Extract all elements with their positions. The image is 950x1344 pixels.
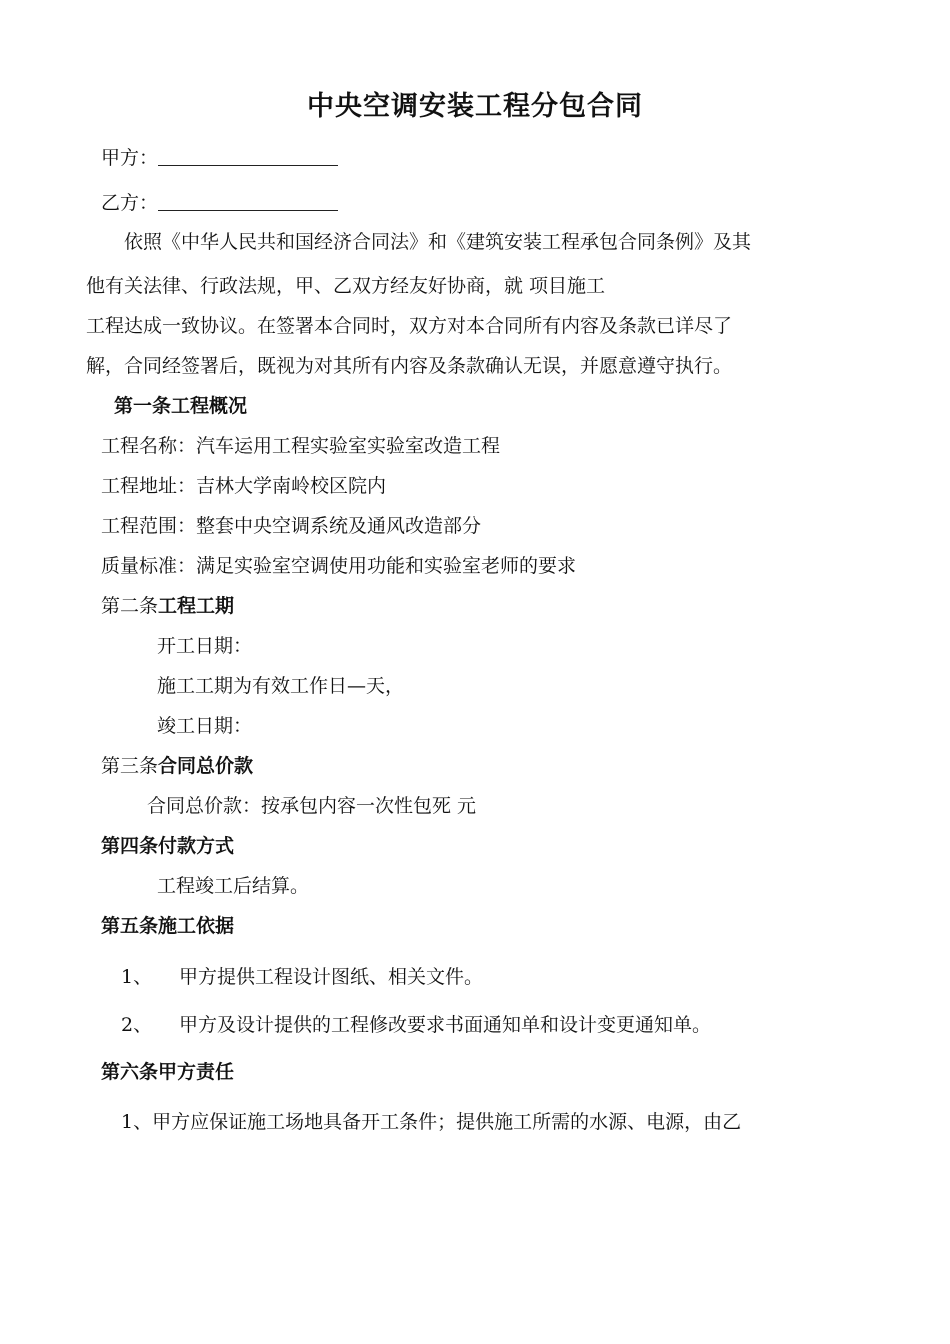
article-5-heading: 第五条施工依据 bbox=[101, 915, 235, 937]
party-a-line bbox=[101, 146, 338, 170]
project-name: 工程名称：汽车运用工程实验室实验室改造工程 bbox=[101, 435, 501, 457]
payment-terms: 工程竣工后结算。 bbox=[157, 875, 310, 897]
party-b-label: 乙方： bbox=[101, 192, 159, 214]
basis-item-1 bbox=[121, 965, 483, 989]
article-2-prefix: 第二条 bbox=[101, 595, 159, 617]
completion-date: 竣工日期： bbox=[157, 715, 253, 737]
project-address: 工程地址：吉林大学南岭校区院内 bbox=[101, 475, 387, 497]
article-3-prefix: 第三条 bbox=[101, 755, 159, 777]
party-a-duty-1: 1、甲方应保证施工场地具备开工条件；提供施工所需的水源、电源，由乙 bbox=[121, 1111, 742, 1133]
basis-item-2 bbox=[121, 1013, 711, 1037]
basis-item-1-number: 1、 bbox=[121, 966, 153, 988]
document-title: 中央空调安装工程分包合同 bbox=[307, 91, 643, 122]
article-3-title: 合同总价款 bbox=[158, 755, 254, 777]
contract-price: 合同总价款：按承包内容一次性包死 元 bbox=[147, 795, 477, 817]
party-a-blank bbox=[158, 147, 338, 166]
intro-line-4: 解，合同经签署后，既视为对其所有内容及条款确认无误，并愿意遵守执行。 bbox=[86, 355, 733, 377]
article-2-title: 工程工期 bbox=[158, 595, 235, 617]
basis-item-2-number: 2、 bbox=[121, 1014, 153, 1036]
start-date: 开工日期： bbox=[157, 635, 253, 657]
article-3-heading bbox=[101, 754, 253, 778]
project-scope: 工程范围：整套中央空调系统及通风改造部分 bbox=[101, 515, 482, 537]
basis-item-2-text: 甲方及设计提供的工程修改要求书面通知单和设计变更通知单。 bbox=[179, 1014, 712, 1036]
intro-line-2: 他有关法律、行政法规，甲、乙双方经友好协商，就 项目施工 bbox=[86, 275, 606, 297]
construction-duration: 施工工期为有效工作日—天， bbox=[157, 675, 405, 697]
party-b-blank bbox=[158, 192, 338, 211]
article-1-heading: 第一条工程概况 bbox=[114, 395, 248, 417]
party-b-line bbox=[101, 191, 338, 215]
party-a-label: 甲方： bbox=[101, 147, 159, 169]
intro-line-1: 依照《中华人民共和国经济合同法》和《建筑安装工程承包合同条例》及其 bbox=[124, 231, 752, 253]
article-2-heading bbox=[101, 594, 234, 618]
article-6-heading: 第六条甲方责任 bbox=[101, 1061, 235, 1083]
quality-standard: 质量标准：满足实验室空调使用功能和实验室老师的要求 bbox=[101, 555, 577, 577]
intro-line-3: 工程达成一致协议。在签署本合同时，双方对本合同所有内容及条款已详尽了 bbox=[86, 315, 733, 337]
basis-item-1-text: 甲方提供工程设计图纸、相关文件。 bbox=[179, 966, 484, 988]
article-4-heading: 第四条付款方式 bbox=[101, 835, 235, 857]
